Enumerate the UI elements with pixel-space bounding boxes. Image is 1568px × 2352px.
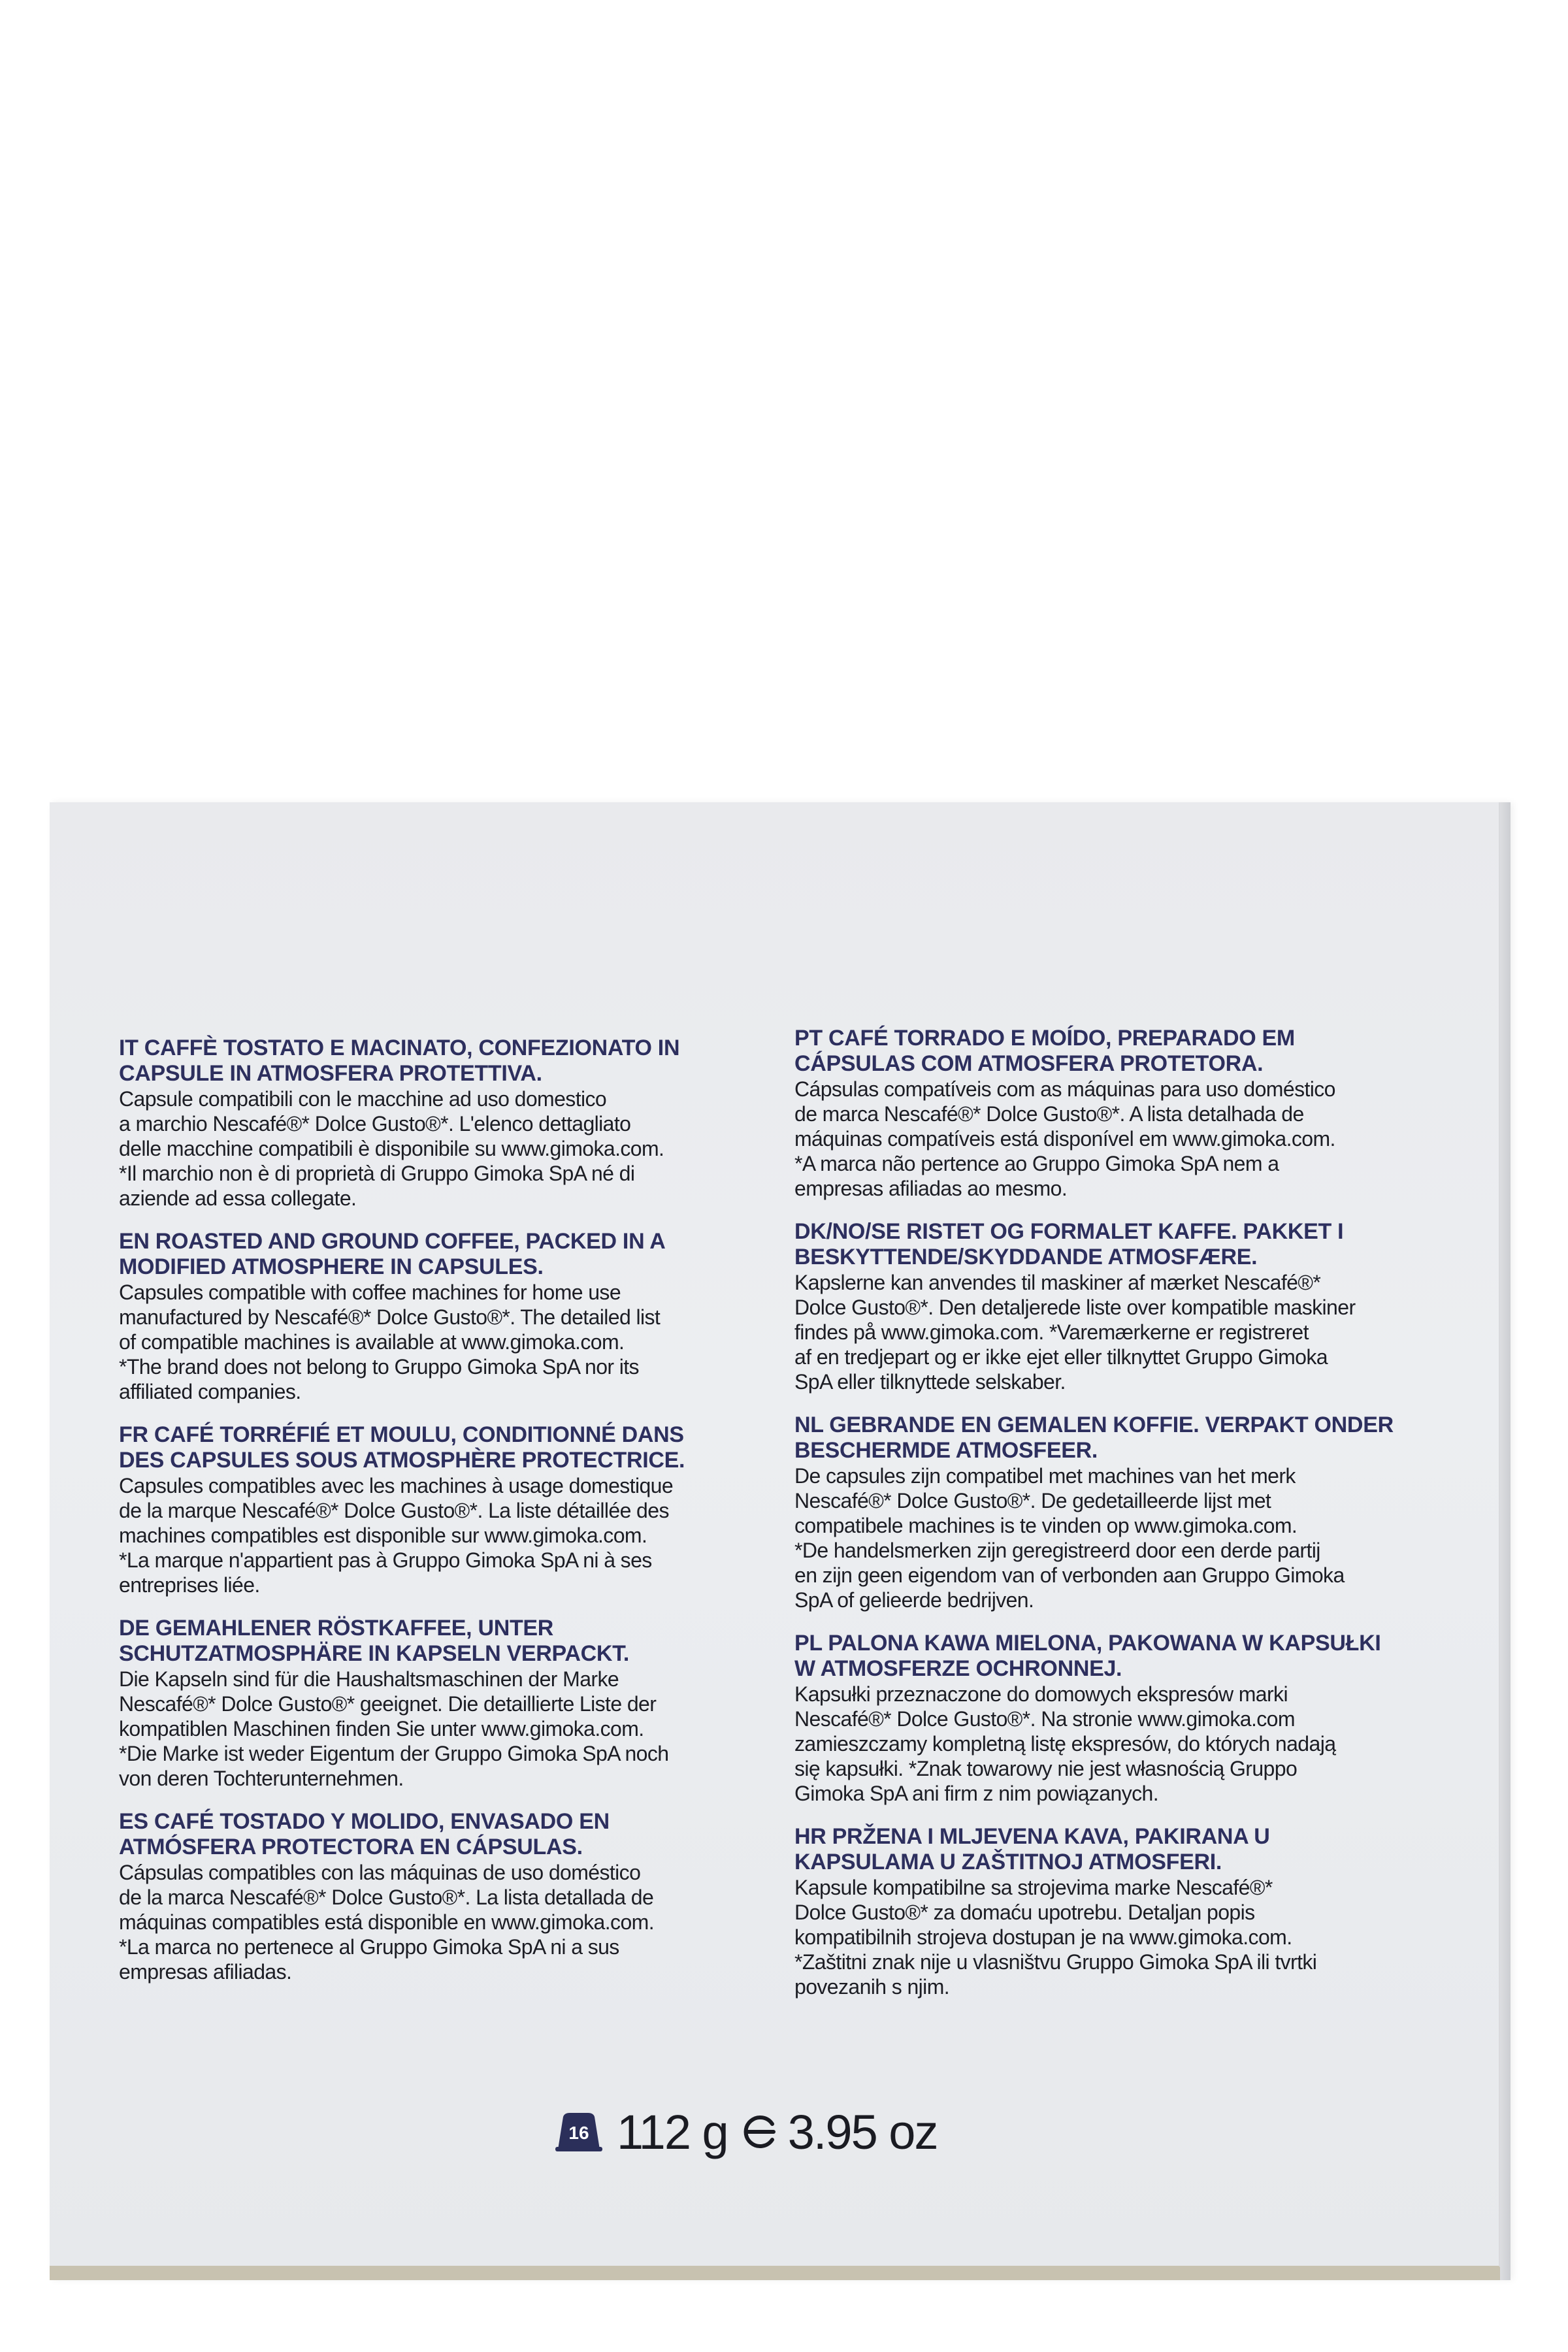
section-body: Capsules compatible with coffee machines for home use manufactured by Nescafé®* Dolce Gusto®*. The detailed list of compatible machines is available at www.gimoka.com. *The brand does not belong to Gruppo Gimoka SpA nor its affiliated companies. [119,1281,661,1403]
section-de [119,1616,746,1791]
section-pl [794,1631,1422,1806]
section-heading: DE GEMAHLENER RÖSTKAFFEE, UNTER SCHUTZATMOSPHÄRE IN KAPSELN VERPACKT. [119,1616,630,1666]
section-body: Capsules compatibles avec les machines à usage domestique de la marque Nescafé®* Dolce Gusto®*. La liste détaillée des machines compatibles est disponible sur www.gimoka.com. *La marque n'appartient pas à Gruppo Gimoka SpA ni à ses entreprises liée. [119,1474,674,1597]
section-body: Kapsułki przeznaczone do domowych ekspresów marki Nescafé®* Dolce Gusto®*. Na stronie www.gimoka.com zamieszczamy kompletną listę ekspresów, do których nadają się kapsułki. *Znak towarowy nie jest własnością Gruppo Gimoka SpA ani firm z nim powiązanych. [794,1682,1336,1805]
section-heading: ES CAFÉ TOSTADO Y MOLIDO, ENVASADO EN ATMÓSFERA PROTECTORA EN CÁPSULAS. [119,1809,610,1859]
section-hr [794,1824,1422,1999]
right-text-column [794,1026,1422,2017]
capsule-count: 16 [568,2123,589,2143]
section-it [119,1036,746,1211]
section-heading: IT CAFFÈ TOSTATO E MACINATO, CONFEZIONATO IN CAPSULE IN ATMOSFERA PROTETTIVA. [119,1036,680,1086]
section-es [119,1809,746,1984]
section-heading: PL PALONA KAWA MIELONA, PAKOWANA W KAPSUŁKI W ATMOSFERZE OCHRONNEJ. [794,1631,1381,1681]
section-pt [794,1026,1422,1201]
estimated-e-icon [740,2112,779,2151]
section-nl [794,1413,1422,1612]
left-text-column [119,1036,746,2002]
net-weight-line [554,2102,937,2161]
section-heading: DK/NO/SE RISTET OG FORMALET KAFFE. PAKKET I BESKYTTENDE/SKYDDANDE ATMOSFÆRE. [794,1219,1344,1269]
section-heading: PT CAFÉ TORRADO E MOÍDO, PREPARADO EM CÁPSULAS COM ATMOSFERA PROTETORA. [794,1026,1295,1076]
section-body: Die Kapseln sind für die Haushaltsmaschinen der Marke Nescafé®* Dolce Gusto®* geeignet. Die detaillierte Liste der kompatiblen Maschinen finden Sie unter www.gimoka.com. *Die Marke ist weder Eigentum der Gruppo Gimoka SpA noch von deren Tochterunternehmen. [119,1667,669,1790]
section-dk-no-se [794,1219,1422,1394]
section-heading: FR CAFÉ TORRÉFIÉ ET MOULU, CONDITIONNÉ DANS DES CAPSULES SOUS ATMOSPHÈRE PROTECTRICE. [119,1422,685,1473]
section-body: De capsules zijn compatibel met machines van het merk Nescafé®* Dolce Gusto®*. De gedetailleerde lijst met compatibele machines is te vinden op www.gimoka.com. *De handelsmerken zijn geregistreerd door een derde partij en zijn geen eigendom van of verbonden aan Gruppo Gimoka SpA of gelieerde bedrijven. [794,1464,1345,1612]
section-heading: EN ROASTED AND GROUND COFFEE, PACKED IN A MODIFIED ATMOSPHERE IN CAPSULES. [119,1229,666,1279]
section-body: Kapslerne kan anvendes til maskiner af mærket Nescafé®* Dolce Gusto®*. Den detaljerede liste over kompatible maskiner findes på www.gimoka.com. *Varemærkerne er registreret af en tredjepart og er ikke ejet eller tilknyttet Gruppo Gimoka SpA eller tilknyttede selskaber. [794,1271,1356,1394]
section-body: Capsule compatibili con le macchine ad uso domestico a marchio Nescafé®* Dolce Gusto®*. L'elenco dettagliato delle macchine compatibili è disponibile su www.gimoka.com. *Il marchio non è di proprietà di Gruppo Gimoka SpA né di aziende ad essa collegate. [119,1087,664,1210]
section-heading: HR PRŽENA I MLJEVENA KAVA, PAKIRANA U KAPSULAMA U ZAŠTITNOJ ATMOSFERI. [794,1824,1270,1874]
section-body: Cápsulas compatibles con las máquinas de uso doméstico de la marca Nescafé®* Dolce Gusto®*. La lista detallada de máquinas compatibles está disponible en www.gimoka.com. *La marca no pertenece al Gruppo Gimoka SpA ni a sus empresas afiliadas. [119,1861,654,1984]
weight-imperial: 3.95 oz [787,2104,938,2159]
section-fr [119,1422,746,1597]
section-body: Kapsule kompatibilne sa strojevima marke Nescafé®* Dolce Gusto®* za domaću upotrebu. Detaljan popis kompatibilnih strojeva dostupan je na www.gimoka.com. *Zaštitni znak nije u vlasništvu Gruppo Gimoka SpA ili tvrtki povezanih s njim. [794,1876,1317,1999]
weight-metric: 112 g [617,2104,728,2159]
section-body: Cápsulas compatíveis com as máquinas para uso doméstico de marca Nescafé®* Dolce Gusto®*. A lista detalhada de máquinas compatíveis está disponível em www.gimoka.com. *A marca não pertence ao Gruppo Gimoka SpA nem a empresas afiliadas ao mesmo. [794,1077,1335,1200]
capsule-count-badge [554,2112,604,2152]
section-heading: NL GEBRANDE EN GEMALEN KOFFIE. VERPAKT ONDER BESCHERMDE ATMOSFEER. [794,1413,1394,1463]
box-side-edge [1500,802,1511,2280]
section-en [119,1229,746,1404]
